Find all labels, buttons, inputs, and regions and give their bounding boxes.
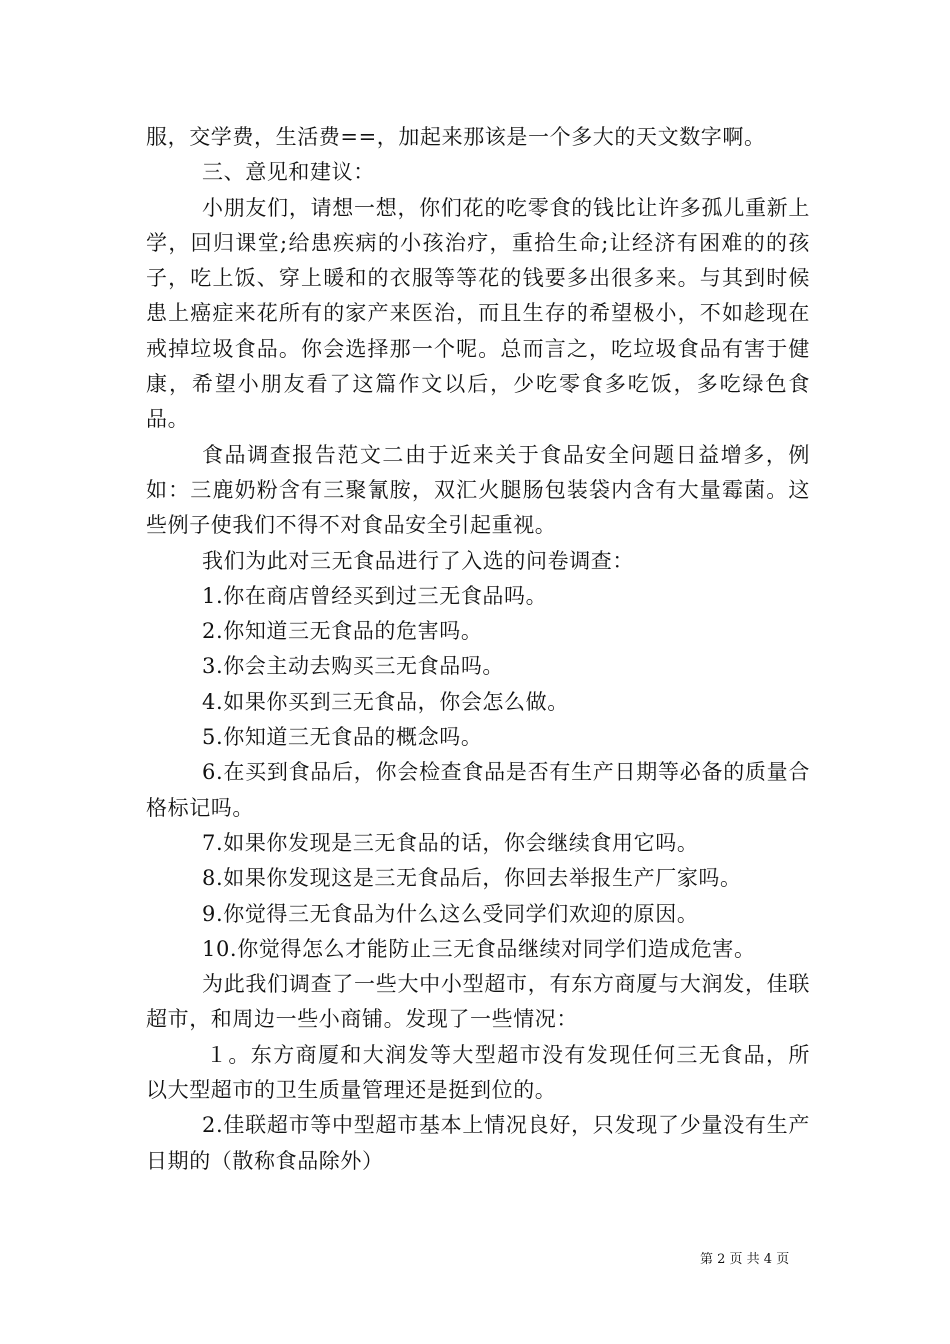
paragraph: 小朋友们，请想一想，你们花的吃零食的钱比让许多孤儿重新上学，回归课堂;给患疾病的小孩治疗，重拾生命;让经济有困难的的孩子，吃上饭、穿上暖和的衣服等等花的钱要多出很多来。与其到时候患上癌症来花所有的家产来医治，而且生存的希望极小，不如趁现在戒掉垃圾食品。你会选择那一个呢。总而言之，吃垃圾食品有害于健康，希望小朋友看了这篇作文以后，少吃零食多吃饭，多吃绿色食品。	[146, 195, 810, 432]
list-item: 1.你在商店曾经买到过三无食品吗。	[202, 583, 548, 608]
list-item: 2.你知道三无食品的危害吗。	[202, 619, 483, 644]
list-item: １。东方商厦和大润发等大型超市没有发现任何三无食品，所以大型超市的卫生质量管理还是挺到位的。	[146, 1042, 810, 1103]
list-item: 7.如果你发现是三无食品的话，你会继续食用它吗。	[202, 830, 699, 855]
list-item: 8.如果你发现这是三无食品后，你回去举报生产厂家吗。	[202, 866, 742, 891]
list-item: 4.如果你买到三无食品，你会怎么做。	[202, 689, 569, 714]
list-item: 10.你觉得怎么才能防止三无食品继续对同学们造成危害。	[202, 936, 756, 961]
paragraph: 食品调查报告范文二由于近来关于食品安全问题日益增多，例如：三鹿奶粉含有三聚氰胺，双汇火腿肠包装袋内含有大量霉菌。这些例子使我们不得不对食品安全引起重视。	[146, 442, 810, 538]
list-item: 6.在买到食品后，你会检查食品是否有生产日期等必备的质量合格标记吗。	[146, 760, 810, 820]
paragraph: 服，交学费，生活费==，加起来那该是一个多大的天文数字啊。	[146, 125, 766, 149]
paragraph: 我们为此对三无食品进行了入选的问卷调查：	[202, 548, 634, 573]
list-item: 5.你知道三无食品的概念吗。	[202, 725, 483, 750]
list-item: 9.你觉得三无食品为什么这么受同学们欢迎的原因。	[202, 901, 699, 926]
page-number: 第 2 页 共 4 页	[700, 1252, 790, 1267]
document-body	[146, 120, 810, 1179]
section-heading: 三、意见和建议：	[202, 160, 375, 185]
list-item: 3.你会主动去购买三无食品吗。	[202, 654, 505, 679]
list-item: 2.佳联超市等中型超市基本上情况良好，只发现了少量没有生产日期的（散称食品除外）	[146, 1113, 810, 1173]
paragraph: 为此我们调查了一些大中小型超市，有东方商厦与大润发，佳联超市，和周边一些小商铺。发现了一些情况：	[146, 972, 810, 1032]
